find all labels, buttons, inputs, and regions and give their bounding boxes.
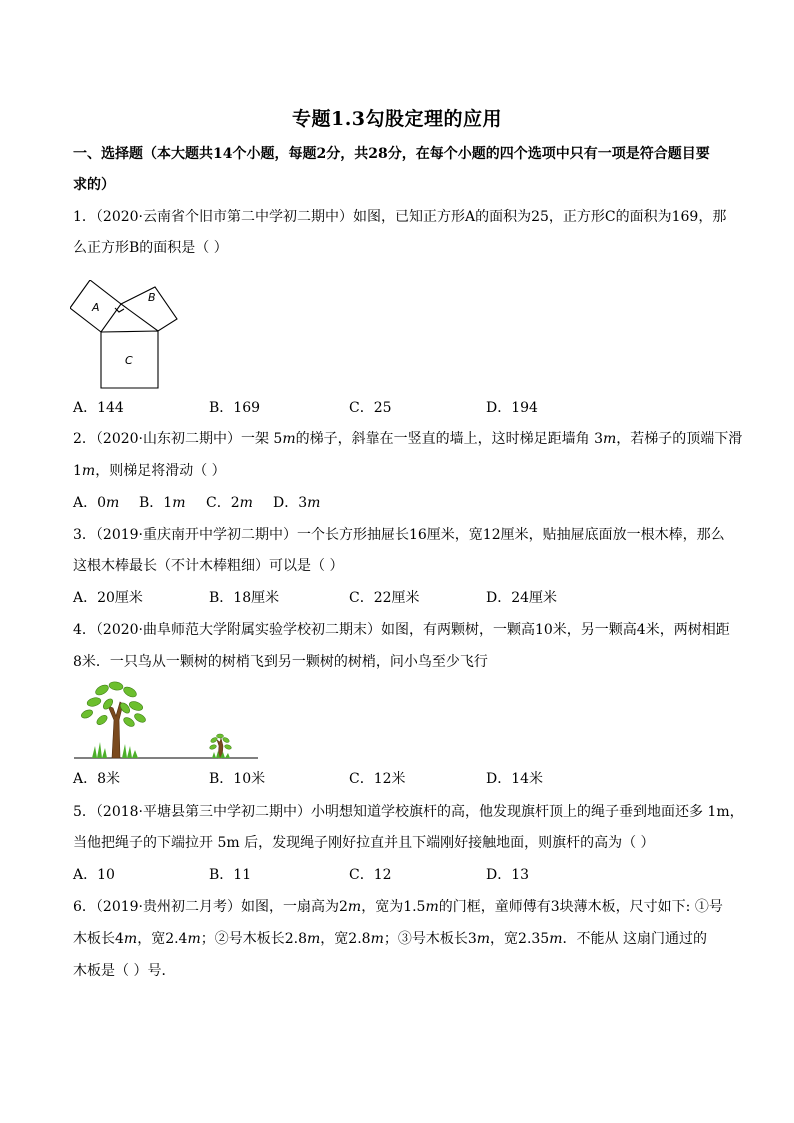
- q2-option-d[interactable]: D．3m: [273, 495, 321, 511]
- q2-option-a[interactable]: A．0m: [73, 495, 120, 511]
- q6-text-line1: 6．（2019·贵州初二月考）如图，一扇高为2m，宽为1.5m的门框，童师傅有3块薄木板，尺寸如下: ①号: [73, 899, 723, 915]
- page-title: 专题1.3勾股定理的应用: [291, 108, 503, 130]
- q1-option-b[interactable]: B．169: [209, 400, 261, 416]
- q4-text-line2: 8米．一只鸟从一颗树的树梢飞到另一颗树的树梢，问小鸟至少飞行: [73, 654, 488, 670]
- q1-option-c[interactable]: C．25: [349, 400, 392, 416]
- q1-text-line2: 么正方形B的面积是（ ）: [73, 240, 228, 256]
- label-b: B: [148, 291, 156, 304]
- q6-text-line2: 木板长4m，宽2.4m；②号木板长2.8m，宽2.8m；③号木板长3m，宽2.35m．不能从 这扇门通过的: [73, 931, 707, 947]
- q5-option-d[interactable]: D．13: [486, 867, 530, 883]
- q4-option-a[interactable]: A．8米: [73, 771, 121, 787]
- q1-text-line1: 1．（2020·云南省个旧市第二中学初二期中）如图，已知正方形A的面积为25，正方形C的面积为169，那: [73, 209, 727, 225]
- q5-option-c[interactable]: C．12: [349, 867, 392, 883]
- q4-option-b[interactable]: B．10米: [209, 771, 266, 787]
- label-a: A: [92, 301, 100, 314]
- q5-option-a[interactable]: A．10: [73, 867, 115, 883]
- q3-option-b[interactable]: B．18厘米: [209, 590, 280, 606]
- q2-option-b[interactable]: B．1m: [139, 495, 186, 511]
- q5-text-line1: 5．（2018·平塘县第三中学初二期中）小明想知道学校旗杆的高，他发现旗杆顶上的绳子垂到地面还多 1m，: [73, 804, 744, 820]
- q3-option-d[interactable]: D．24厘米: [486, 590, 558, 606]
- q3-text-line1: 3．（2019·重庆南开中学初二期中）一个长方形抽屉长16厘米，宽12厘米，贴抽屉底面放一根木棒，那么: [73, 527, 725, 543]
- q5-text-line2: 当他把绳子的下端拉开 5m 后，发现绳子刚好拉直并且下端刚好接触地面，则旗杆的高为（ ）: [73, 835, 655, 851]
- section-header-line1: 一、选择题（本大题共14个小题，每题2分，共28分，在每个小题的四个选项中只有一项是符合题目要: [73, 146, 710, 162]
- q1-squares-figure: [70, 280, 190, 390]
- q3-option-c[interactable]: C．22厘米: [349, 590, 420, 606]
- q5-option-b[interactable]: B．11: [209, 867, 252, 883]
- section-header-line2: 求的）: [73, 177, 115, 193]
- q1-option-a[interactable]: A．144: [73, 400, 124, 416]
- big-tree-leaves: [80, 681, 147, 728]
- q1-option-d[interactable]: D．194: [486, 400, 538, 416]
- q4-option-d[interactable]: D．14米: [486, 771, 544, 787]
- q2-text-line2: 1m，则梯足将滑动（ ）: [73, 463, 226, 479]
- label-c: C: [125, 354, 133, 367]
- big-tree-trunk: [108, 702, 123, 758]
- q2-option-c[interactable]: C．2m: [206, 495, 253, 511]
- q3-text-line2: 这根木棒最长（不计木棒粗细）可以是（ ）: [73, 558, 344, 574]
- q4-option-c[interactable]: C．12米: [349, 771, 406, 787]
- q4-trees-figure: [72, 680, 262, 762]
- q3-option-a[interactable]: A．20厘米: [73, 590, 143, 606]
- q4-text-line1: 4．（2020·曲阜师范大学附属实验学校初二期末）如图，有两颗树，一颗高10米，另一颗高4米，两树相距: [73, 622, 730, 638]
- q2-text-line1: 2．（2020·山东初二期中）一架 5m的梯子，斜靠在一竖直的墙上，这时梯足距墙角 3m，若梯子的顶端下滑: [73, 431, 743, 447]
- q6-text-line3: 木板是（ ）号．: [73, 963, 176, 979]
